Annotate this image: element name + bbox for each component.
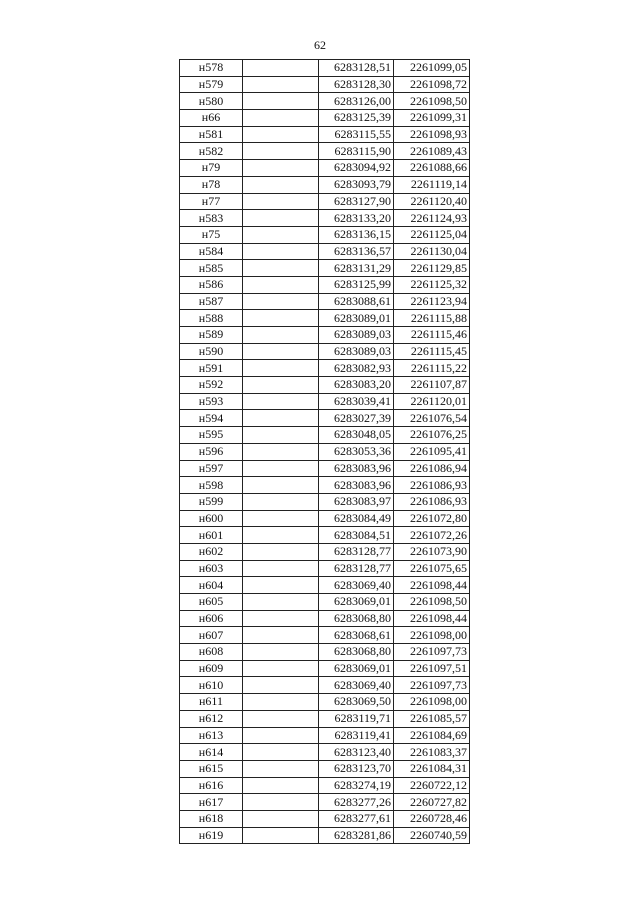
y-coordinate-cell: 2261120,40 [394,193,470,210]
y-coordinate-cell: 2260722,12 [394,777,470,794]
table-row [180,827,470,844]
empty-cell [243,160,319,177]
y-coordinate-cell: 2261115,46 [394,327,470,344]
point-name-cell: н79 [180,160,243,177]
y-coordinate-cell: 2261097,73 [394,677,470,694]
x-coordinate-cell: 6283084,51 [319,527,394,544]
x-coordinate-cell: 6283068,80 [319,610,394,627]
table-row [180,777,470,794]
table-row [180,60,470,77]
y-coordinate-cell: 2261099,05 [394,60,470,77]
table-row [180,710,470,727]
empty-cell [243,694,319,711]
y-coordinate-cell: 2261099,31 [394,110,470,127]
x-coordinate-cell: 6283068,61 [319,627,394,644]
x-coordinate-cell: 6283136,15 [319,226,394,243]
y-coordinate-cell: 2261076,25 [394,427,470,444]
table-row [180,527,470,544]
point-name-cell: н614 [180,744,243,761]
empty-cell [243,710,319,727]
empty-cell [243,293,319,310]
coordinates-table [179,59,470,844]
empty-cell [243,610,319,627]
table-row [180,293,470,310]
table-row [180,410,470,427]
empty-cell [243,577,319,594]
y-coordinate-cell: 2261097,73 [394,644,470,661]
point-name-cell: н581 [180,126,243,143]
y-coordinate-cell: 2260728,46 [394,810,470,827]
point-name-cell: н601 [180,527,243,544]
point-name-cell: н594 [180,410,243,427]
y-coordinate-cell: 2261107,87 [394,377,470,394]
y-coordinate-cell: 2261083,37 [394,744,470,761]
x-coordinate-cell: 6283069,40 [319,577,394,594]
y-coordinate-cell: 2261124,93 [394,210,470,227]
table-row [180,210,470,227]
x-coordinate-cell: 6283089,01 [319,310,394,327]
table-row [180,794,470,811]
x-coordinate-cell: 6283027,39 [319,410,394,427]
table-row [180,176,470,193]
y-coordinate-cell: 2261085,57 [394,710,470,727]
point-name-cell: н598 [180,477,243,494]
table-row [180,560,470,577]
y-coordinate-cell: 2261115,88 [394,310,470,327]
empty-cell [243,60,319,77]
x-coordinate-cell: 6283125,39 [319,110,394,127]
x-coordinate-cell: 6283281,86 [319,827,394,844]
coordinates-table-body [180,60,470,844]
x-coordinate-cell: 6283083,20 [319,377,394,394]
empty-cell [243,110,319,127]
table-row [180,393,470,410]
empty-cell [243,93,319,110]
y-coordinate-cell: 2261098,50 [394,594,470,611]
point-name-cell: н600 [180,510,243,527]
x-coordinate-cell: 6283128,77 [319,543,394,560]
y-coordinate-cell: 2261098,44 [394,577,470,594]
empty-cell [243,543,319,560]
x-coordinate-cell: 6283083,97 [319,493,394,510]
point-name-cell: н619 [180,827,243,844]
table-row [180,694,470,711]
x-coordinate-cell: 6283053,36 [319,443,394,460]
x-coordinate-cell: 6283128,30 [319,76,394,93]
empty-cell [243,377,319,394]
point-name-cell: н616 [180,777,243,794]
point-name-cell: н587 [180,293,243,310]
table-row [180,343,470,360]
point-name-cell: н608 [180,644,243,661]
point-name-cell: н584 [180,243,243,260]
table-row [180,110,470,127]
y-coordinate-cell: 2261072,26 [394,527,470,544]
point-name-cell: н590 [180,343,243,360]
table-row [180,443,470,460]
x-coordinate-cell: 6283136,57 [319,243,394,260]
y-coordinate-cell: 2261098,00 [394,627,470,644]
y-coordinate-cell: 2261125,32 [394,276,470,293]
table-row [180,93,470,110]
x-coordinate-cell: 6283068,80 [319,644,394,661]
table-row [180,577,470,594]
y-coordinate-cell: 2260727,82 [394,794,470,811]
table-row [180,243,470,260]
table-row [180,226,470,243]
point-name-cell: н612 [180,710,243,727]
empty-cell [243,76,319,93]
table-row [180,744,470,761]
x-coordinate-cell: 6283274,19 [319,777,394,794]
empty-cell [243,627,319,644]
empty-cell [243,594,319,611]
empty-cell [243,410,319,427]
table-row [180,493,470,510]
x-coordinate-cell: 6283094,92 [319,160,394,177]
empty-cell [243,176,319,193]
table-row [180,610,470,627]
point-name-cell: н78 [180,176,243,193]
table-row [180,427,470,444]
point-name-cell: н611 [180,694,243,711]
point-name-cell: н580 [180,93,243,110]
empty-cell [243,510,319,527]
empty-cell [243,727,319,744]
table-row [180,143,470,160]
empty-cell [243,193,319,210]
y-coordinate-cell: 2261098,50 [394,93,470,110]
table-row [180,677,470,694]
empty-cell [243,126,319,143]
table-row [180,627,470,644]
empty-cell [243,744,319,761]
y-coordinate-cell: 2261076,54 [394,410,470,427]
empty-cell [243,560,319,577]
y-coordinate-cell: 2261084,31 [394,760,470,777]
table-row [180,760,470,777]
point-name-cell: н603 [180,560,243,577]
empty-cell [243,427,319,444]
x-coordinate-cell: 6283123,70 [319,760,394,777]
point-name-cell: н582 [180,143,243,160]
y-coordinate-cell: 2261088,66 [394,160,470,177]
x-coordinate-cell: 6283039,41 [319,393,394,410]
x-coordinate-cell: 6283082,93 [319,360,394,377]
point-name-cell: н583 [180,210,243,227]
x-coordinate-cell: 6283128,51 [319,60,394,77]
empty-cell [243,243,319,260]
y-coordinate-cell: 2261098,44 [394,610,470,627]
x-coordinate-cell: 6283069,01 [319,660,394,677]
y-coordinate-cell: 2261073,90 [394,543,470,560]
empty-cell [243,443,319,460]
y-coordinate-cell: 2261098,72 [394,76,470,93]
point-name-cell: н591 [180,360,243,377]
x-coordinate-cell: 6283084,49 [319,510,394,527]
y-coordinate-cell: 2261095,41 [394,443,470,460]
empty-cell [243,760,319,777]
table-row [180,160,470,177]
empty-cell [243,827,319,844]
x-coordinate-cell: 6283119,71 [319,710,394,727]
table-row [180,260,470,277]
point-name-cell: н588 [180,310,243,327]
y-coordinate-cell: 2261115,45 [394,343,470,360]
table-row [180,727,470,744]
point-name-cell: н579 [180,76,243,93]
y-coordinate-cell: 2261086,93 [394,477,470,494]
point-name-cell: н596 [180,443,243,460]
table-row [180,594,470,611]
empty-cell [243,143,319,160]
x-coordinate-cell: 6283069,40 [319,677,394,694]
empty-cell [243,493,319,510]
table-row [180,76,470,93]
y-coordinate-cell: 2261086,93 [394,493,470,510]
table-row [180,310,470,327]
point-name-cell: н605 [180,594,243,611]
table-row [180,360,470,377]
x-coordinate-cell: 6283128,77 [319,560,394,577]
x-coordinate-cell: 6283115,55 [319,126,394,143]
x-coordinate-cell: 6283088,61 [319,293,394,310]
empty-cell [243,260,319,277]
table-row [180,660,470,677]
y-coordinate-cell: 2261123,94 [394,293,470,310]
table-row [180,477,470,494]
y-coordinate-cell: 2261129,85 [394,260,470,277]
x-coordinate-cell: 6283083,96 [319,460,394,477]
x-coordinate-cell: 6283093,79 [319,176,394,193]
empty-cell [243,677,319,694]
point-name-cell: н602 [180,543,243,560]
page-number: 62 [314,38,326,52]
y-coordinate-cell: 2261130,04 [394,243,470,260]
point-name-cell: н593 [180,393,243,410]
x-coordinate-cell: 6283089,03 [319,343,394,360]
empty-cell [243,226,319,243]
table-row [180,644,470,661]
empty-cell [243,343,319,360]
empty-cell [243,527,319,544]
table-row [180,460,470,477]
x-coordinate-cell: 6283123,40 [319,744,394,761]
empty-cell [243,794,319,811]
x-coordinate-cell: 6283133,20 [319,210,394,227]
empty-cell [243,310,319,327]
table-row [180,510,470,527]
table-row [180,126,470,143]
empty-cell [243,810,319,827]
x-coordinate-cell: 6283126,00 [319,93,394,110]
y-coordinate-cell: 2260740,59 [394,827,470,844]
y-coordinate-cell: 2261098,93 [394,126,470,143]
x-coordinate-cell: 6283048,05 [319,427,394,444]
table-row [180,193,470,210]
point-name-cell: н595 [180,427,243,444]
empty-cell [243,360,319,377]
y-coordinate-cell: 2261120,01 [394,393,470,410]
x-coordinate-cell: 6283131,29 [319,260,394,277]
point-name-cell: н578 [180,60,243,77]
y-coordinate-cell: 2261075,65 [394,560,470,577]
point-name-cell: н609 [180,660,243,677]
x-coordinate-cell: 6283069,01 [319,594,394,611]
empty-cell [243,777,319,794]
y-coordinate-cell: 2261098,00 [394,694,470,711]
x-coordinate-cell: 6283119,41 [319,727,394,744]
empty-cell [243,660,319,677]
empty-cell [243,477,319,494]
y-coordinate-cell: 2261115,22 [394,360,470,377]
y-coordinate-cell: 2261089,43 [394,143,470,160]
y-coordinate-cell: 2261097,51 [394,660,470,677]
x-coordinate-cell: 6283125,99 [319,276,394,293]
y-coordinate-cell: 2261125,04 [394,226,470,243]
y-coordinate-cell: 2261086,94 [394,460,470,477]
empty-cell [243,210,319,227]
point-name-cell: н618 [180,810,243,827]
table-row [180,810,470,827]
table-row [180,377,470,394]
point-name-cell: н586 [180,276,243,293]
empty-cell [243,393,319,410]
empty-cell [243,644,319,661]
point-name-cell: н606 [180,610,243,627]
point-name-cell: н66 [180,110,243,127]
empty-cell [243,327,319,344]
point-name-cell: н597 [180,460,243,477]
x-coordinate-cell: 6283115,90 [319,143,394,160]
point-name-cell: н592 [180,377,243,394]
empty-cell [243,460,319,477]
point-name-cell: н589 [180,327,243,344]
x-coordinate-cell: 6283069,50 [319,694,394,711]
point-name-cell: н613 [180,727,243,744]
point-name-cell: н610 [180,677,243,694]
x-coordinate-cell: 6283127,90 [319,193,394,210]
x-coordinate-cell: 6283089,03 [319,327,394,344]
empty-cell [243,276,319,293]
y-coordinate-cell: 2261072,80 [394,510,470,527]
x-coordinate-cell: 6283277,61 [319,810,394,827]
point-name-cell: н75 [180,226,243,243]
table-row [180,276,470,293]
y-coordinate-cell: 2261084,69 [394,727,470,744]
table-row [180,327,470,344]
table-row [180,543,470,560]
x-coordinate-cell: 6283277,26 [319,794,394,811]
point-name-cell: н585 [180,260,243,277]
y-coordinate-cell: 2261119,14 [394,176,470,193]
point-name-cell: н615 [180,760,243,777]
x-coordinate-cell: 6283083,96 [319,477,394,494]
point-name-cell: н604 [180,577,243,594]
point-name-cell: н617 [180,794,243,811]
point-name-cell: н77 [180,193,243,210]
point-name-cell: н599 [180,493,243,510]
point-name-cell: н607 [180,627,243,644]
